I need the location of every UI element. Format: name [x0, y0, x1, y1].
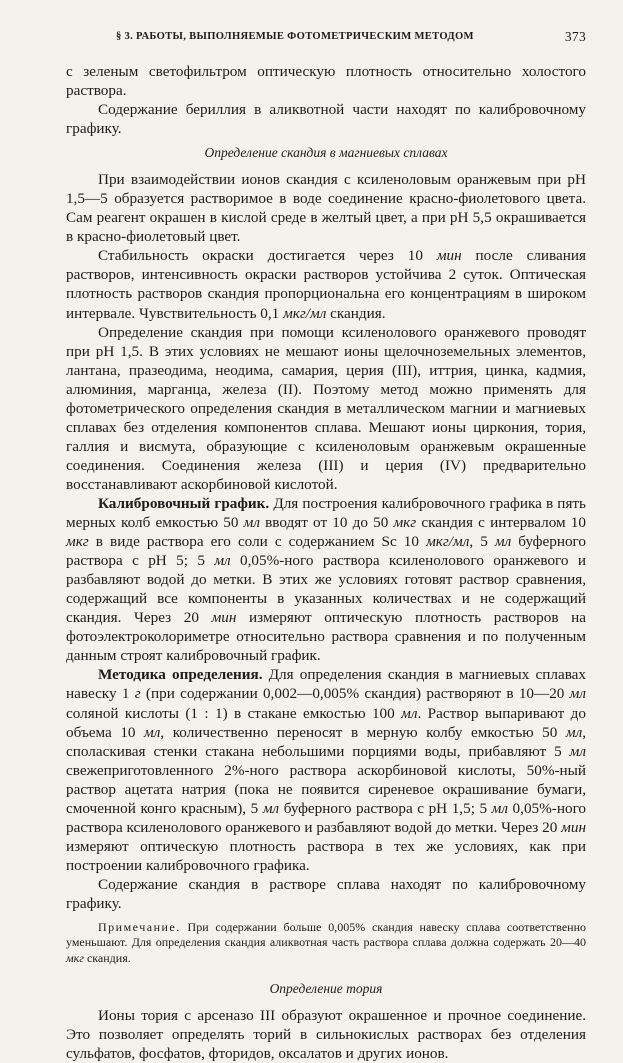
text-run: . Раствор выпаривают до объема 10	[66, 704, 586, 741]
unit: мкг/мл	[283, 304, 327, 322]
run-in-heading: Методика определения.	[98, 666, 263, 684]
text-run: буферного раствора с pH 1,5; 5	[279, 799, 492, 817]
text-run: 0,05%-ного раствора ксиленолового оранжевого и разбавляют водой до метки. Через 20	[66, 799, 587, 836]
footnote	[66, 920, 586, 966]
running-header	[66, 30, 586, 46]
unit: мкг/мл	[426, 533, 470, 551]
unit: мл	[243, 514, 260, 532]
paragraph-calibration	[66, 494, 586, 665]
run-in-heading: Калибровочный график.	[98, 494, 270, 512]
paragraph: с зеленым светофильтром оптическую плотность относительно холостого раствора.	[66, 63, 586, 100]
text-run: свежеприготовленного 2%-ного раствора аскорбиновой кислоты, 50%-ный раствор ацетата натрия (пока не появится сиреневое окрашивание бумаги, смоченной конго красным), 5	[66, 761, 586, 817]
section-heading-scandium: Определение скандия в магниевых сплавах	[204, 145, 448, 161]
unit: мкг	[393, 514, 417, 532]
text-run: после сливания растворов, интенсивность окраски растворов устойчива 2 суток. Оптическая плотность растворов скандия пропорциональна его концентрациям в широком интервале. Чувствительность 0,1	[66, 247, 586, 322]
text-run: скандия.	[326, 304, 386, 322]
unit: мкг	[66, 533, 89, 551]
note-label: Примечание.	[98, 920, 181, 935]
text-run: , споласкивая стенки стакана небольшими порциями воды, прибавляют 5	[66, 723, 586, 760]
unit: мл	[491, 799, 508, 817]
text-run: вводят от 10 до 50	[259, 514, 394, 532]
text-run: скандия с интервалом 10	[416, 514, 586, 532]
text-run: (при содержании 0,002—0,005% скандия) растворяют в 10—20	[140, 685, 570, 703]
paragraph: При взаимодействии ионов скандия с ксиленоловым оранжевым при pH 1,5—5 образуется растворимое в воде соединение красно-фиолетового цвета. Сам реагент окрашен в кислой среде в желтый цвет, а при pH 5,5 окрашивается в красно-фиолетовый цвет.	[66, 171, 586, 246]
text-run: Стабильность окраски достигается через 10	[98, 247, 437, 265]
section-title: § 3. РАБОТЫ, ВЫПОЛНЯЕМЫЕ ФОТОМЕТРИЧЕСКИМ МЕТОДОМ	[116, 31, 474, 42]
unit: мл	[401, 704, 418, 722]
unit: мл	[214, 552, 231, 570]
text-run: , количественно переносят в мерную колбу емкостью 50	[160, 723, 566, 741]
paragraph: Содержание скандия в растворе сплава находят по калибровочному графику.	[66, 875, 586, 912]
paragraph	[66, 246, 586, 322]
text-run: Для определения скандия в магниевых сплавах навеску 1	[66, 666, 586, 703]
text-run: буферного раствора с pH 5; 5	[66, 533, 586, 570]
section-heading-thorium: Определение тория	[269, 980, 383, 996]
unit: мл	[565, 723, 583, 741]
unit: мин	[561, 818, 586, 836]
text-run: , 5	[469, 533, 495, 551]
text-run: Для построения калибровочного графика в пять мерных колб емкостью 50	[66, 494, 586, 532]
unit: мл	[569, 742, 586, 760]
text-run: При содержании больше 0,005% скандия навеску сплава соответственно уменьшают. Для определения скандия аликвотная часть раствора сплава должна содержать 20—40	[66, 920, 586, 950]
text-run: измеряют оптическую плотность растворов на фотоэлектроколориметре относительно раствора сравнения и по полученным данным строят калибровочный график.	[66, 609, 586, 665]
unit: мл	[569, 685, 586, 703]
text-run: скандия.	[83, 950, 131, 965]
text-run: измеряют оптическую плотность раствора в тех же условиях, как при построении калибровочного графика.	[66, 837, 586, 874]
unit: мин	[211, 609, 237, 627]
paragraph-method	[66, 665, 586, 875]
unit: мин	[436, 247, 462, 265]
paragraph: Определение скандия при помощи ксиленолового оранжевого проводят при pH 1,5. В этих условиях не мешают ионы щелочноземельных элементов, лантана, празеодима, неодима, самария, церия (III), иттрия, цинка, кадмия, алюминия, марганца, железа (II). Поэтому метод можно применять для фотометрического определения скандия в металлическом магнии и магниевых сплавах без отделения компонентов сплава. Мешают ионы циркония, тория, галлия и висмута, образующие с ксиленоловым оранжевым окрашенные соединения. Соединения железа (III) и церия (IV) предварительно восстанавливают аскорбиновой кислотой.	[66, 323, 586, 493]
unit: мл	[494, 533, 512, 551]
text-run: соляной кислоты (1 : 1) в стакане емкостью 100	[66, 704, 402, 722]
text-run: в виде раствора его соли с содержанием Sc 10	[88, 533, 427, 551]
text-run: 0,05%-ного раствора ксиленолового оранжевого и разбавляют водой до метки. В этих же условиях готовят раствор сравнения, содержащий все компоненты в указанных количествах и не содержащий скандия. Через 20	[66, 552, 586, 627]
unit: г	[134, 685, 141, 703]
unit: мл	[262, 799, 280, 817]
paragraph: Ионы тория с арсеназо III образуют окрашенное и прочное соединение. Это позволяет определять торий в сильнокислых растворах без отделения сульфатов, фосфатов, фторидов, оксалатов и других ионов.	[66, 1006, 586, 1062]
body-text	[66, 62, 586, 1063]
paragraph: Содержание бериллия в аликвотной части находят по калибровочному графику.	[66, 101, 586, 138]
unit: мкг	[66, 950, 84, 965]
page-number: 373	[564, 29, 586, 44]
unit: мл	[144, 723, 161, 741]
